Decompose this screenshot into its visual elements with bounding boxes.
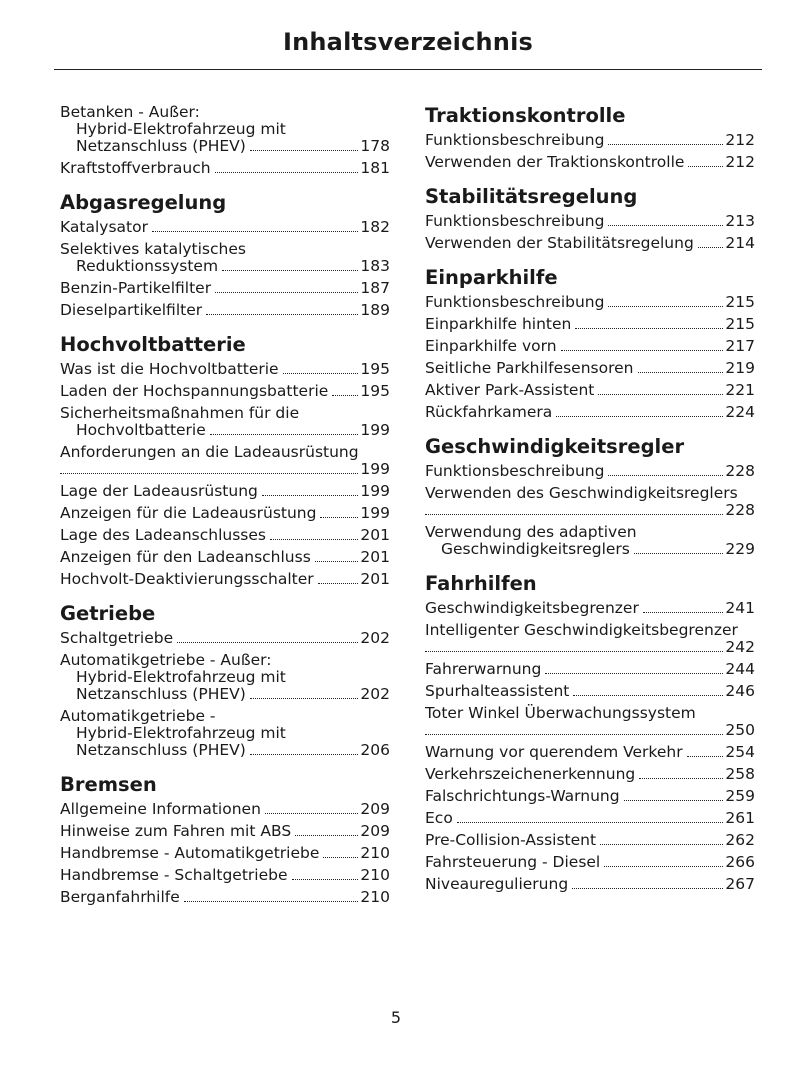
toc-entry[interactable] — [425, 132, 755, 149]
entry-page-number: 262 — [725, 831, 755, 849]
entry-page-number: 206 — [360, 741, 390, 759]
entry-line — [60, 461, 390, 478]
entry-page-number: 183 — [360, 257, 390, 275]
entry-line — [425, 404, 755, 421]
toc-entry[interactable] — [60, 444, 390, 478]
entry-text: Funktionsbeschreibung — [425, 462, 605, 480]
section-heading: Stabilitätsregelung — [425, 185, 638, 208]
entry-line — [60, 889, 390, 906]
entry-line — [60, 280, 390, 297]
entry-text: Schaltgetriebe — [60, 629, 174, 647]
entry-text: Warnung vor querendem Verkehr — [425, 743, 683, 761]
entry-text: Berganfahrhilfe — [60, 888, 180, 906]
dot-leader — [295, 835, 358, 836]
section-heading: Geschwindigkeitsregler — [425, 435, 685, 458]
dot-leader — [608, 475, 723, 476]
toc-entry[interactable] — [425, 810, 755, 827]
dot-leader — [608, 144, 723, 145]
dot-leader — [545, 673, 723, 674]
entry-page-number: 199 — [360, 460, 390, 478]
dot-leader — [315, 561, 359, 562]
entry-text: Netzanschluss (PHEV) — [76, 741, 246, 759]
entry-text: Spurhalteassistent — [425, 682, 570, 700]
toc-entry[interactable] — [425, 854, 755, 871]
entry-text: Funktionsbeschreibung — [425, 212, 605, 230]
entry-page-number: 182 — [360, 218, 390, 236]
dot-leader — [184, 901, 359, 902]
toc-entry[interactable] — [425, 235, 755, 252]
entry-text-line: Automatikgetriebe - — [60, 707, 216, 725]
dot-leader — [425, 651, 723, 652]
entry-page-number: 258 — [725, 765, 755, 783]
entry-page-number: 254 — [725, 743, 755, 761]
entry-text-line: Betanken - Außer: — [60, 103, 200, 121]
entry-page-number: 214 — [725, 234, 755, 252]
toc-entry[interactable] — [60, 160, 390, 177]
toc-section — [60, 602, 390, 759]
entry-page-number: 229 — [725, 540, 755, 558]
dot-leader — [292, 879, 359, 880]
entry-line — [60, 823, 390, 840]
toc-entry[interactable] — [425, 832, 755, 849]
entry-line — [425, 541, 755, 558]
entry-page-number: 201 — [360, 526, 390, 544]
entry-line — [425, 154, 755, 171]
dot-leader — [265, 813, 359, 814]
dot-leader — [323, 857, 358, 858]
entry-line — [425, 213, 755, 230]
dot-leader — [604, 866, 723, 867]
dot-leader — [332, 395, 358, 396]
dot-leader — [215, 172, 359, 173]
entry-line — [425, 316, 755, 333]
entry-page-number: 209 — [360, 800, 390, 818]
dot-leader — [250, 754, 359, 755]
entry-page-number: 246 — [725, 682, 755, 700]
dot-leader — [556, 416, 723, 417]
entry-text-line: Intelligenter Geschwindigkeitsbegrenzer — [425, 621, 738, 639]
entry-line — [60, 801, 390, 818]
toc-entry[interactable] — [425, 744, 755, 761]
toc-entry[interactable] — [425, 338, 755, 355]
entry-line — [425, 661, 755, 678]
dot-leader — [210, 434, 359, 435]
entry-line — [425, 502, 755, 519]
entry-line — [425, 132, 755, 149]
toc-entry[interactable] — [425, 661, 755, 678]
entry-page-number: 228 — [725, 501, 755, 519]
entry-text: Hinweise zum Fahren mit ABS — [60, 822, 292, 840]
entry-page-number: 244 — [725, 660, 755, 678]
entry-text: Netzanschluss (PHEV) — [76, 685, 246, 703]
entry-line — [425, 810, 755, 827]
entry-text: Anzeigen für die Ladeausrüstung — [60, 504, 317, 522]
entry-page-number: 212 — [725, 131, 755, 149]
entry-line — [425, 854, 755, 871]
entry-text-line: Hybrid-Elektrofahrzeug mit — [76, 724, 286, 742]
dot-leader — [262, 495, 359, 496]
dot-leader — [60, 473, 358, 474]
entry-page-number: 224 — [725, 403, 755, 421]
toc-entry[interactable] — [60, 630, 390, 647]
toc-section — [425, 266, 755, 421]
entry-page-number: 210 — [360, 888, 390, 906]
dot-leader — [425, 514, 723, 515]
entry-text: Einparkhilfe vorn — [425, 337, 557, 355]
toc-section — [425, 572, 755, 893]
entry-text: Fahrerwarnung — [425, 660, 542, 678]
entry-text: Lage des Ladeanschlusses — [60, 526, 266, 544]
toc-section — [60, 191, 390, 319]
entry-line — [60, 549, 390, 566]
entry-text: Handbremse - Schaltgetriebe — [60, 866, 288, 884]
dot-leader — [698, 247, 724, 248]
dot-leader — [688, 166, 723, 167]
entry-line — [60, 483, 390, 500]
dot-leader — [270, 539, 358, 540]
entry-page-number: 199 — [360, 504, 390, 522]
toc-entry[interactable] — [425, 213, 755, 230]
toc-entry[interactable] — [60, 527, 390, 544]
entry-line — [425, 722, 755, 739]
toc-entry[interactable] — [425, 622, 755, 656]
entry-line — [425, 788, 755, 805]
toc-entry[interactable] — [425, 766, 755, 783]
dot-leader — [608, 225, 723, 226]
dot-leader — [283, 373, 359, 374]
title-divider — [54, 69, 762, 70]
entry-page-number: 241 — [725, 599, 755, 617]
toc-entry[interactable] — [425, 600, 755, 617]
dot-leader — [600, 844, 723, 845]
entry-page-number: 187 — [360, 279, 390, 297]
entry-page-number: 261 — [725, 809, 755, 827]
toc-entry[interactable] — [60, 241, 390, 275]
dot-leader — [573, 695, 723, 696]
toc-entry[interactable] — [425, 463, 755, 480]
entry-page-number: 201 — [360, 548, 390, 566]
dot-leader — [250, 698, 359, 699]
entry-page-number: 189 — [360, 301, 390, 319]
toc-entry[interactable] — [425, 294, 755, 311]
dot-leader — [177, 642, 358, 643]
toc-entry[interactable] — [425, 485, 755, 519]
entry-page-number: 217 — [725, 337, 755, 355]
toc-section — [425, 435, 755, 558]
entry-text: Hochvolt-Deaktivierungsschalter — [60, 570, 314, 588]
toc-entry[interactable] — [425, 705, 755, 739]
entry-text-line: Selektives katalytisches — [60, 240, 246, 258]
entry-page-number: 181 — [360, 159, 390, 177]
entry-text-line: Verwenden des Geschwindigkeitsreglers — [425, 484, 738, 502]
section-heading: Abgasregelung — [60, 191, 227, 214]
dot-leader — [624, 800, 724, 801]
toc-entry[interactable] — [60, 652, 390, 703]
entry-text: Handbremse - Automatikgetriebe — [60, 844, 320, 862]
entry-text: Seitliche Parkhilfesensoren — [425, 359, 634, 377]
dot-leader — [250, 150, 359, 151]
entry-text: Was ist die Hochvoltbatterie — [60, 360, 279, 378]
toc-entry[interactable] — [60, 219, 390, 236]
entry-page-number: 213 — [725, 212, 755, 230]
entry-text: Dieselpartikelfilter — [60, 301, 203, 319]
entry-page-number: 210 — [360, 866, 390, 884]
entry-line — [60, 845, 390, 862]
entry-page-number: 215 — [725, 315, 755, 333]
dot-leader — [572, 888, 723, 889]
entry-text: Laden der Hochspannungsbatterie — [60, 382, 329, 400]
dot-leader — [687, 756, 724, 757]
entry-text: Hochvoltbatterie — [76, 421, 206, 439]
entry-line — [425, 832, 755, 849]
entry-page-number: 199 — [360, 482, 390, 500]
entry-line — [60, 505, 390, 522]
entry-line — [60, 160, 390, 177]
entry-text-line: Verwendung des adaptiven — [425, 523, 637, 541]
dot-leader — [222, 270, 358, 271]
toc-entry[interactable] — [60, 549, 390, 566]
entry-page-number: 210 — [360, 844, 390, 862]
entry-page-number: 267 — [725, 875, 755, 893]
entry-text: Verkehrszeichenerkennung — [425, 765, 636, 783]
entry-text-line: Toter Winkel Überwachungssystem — [425, 704, 696, 722]
entry-page-number: 212 — [725, 153, 755, 171]
toc-section — [60, 773, 390, 906]
entry-page-number: 201 — [360, 570, 390, 588]
entry-text: Pre-Collision-Assistent — [425, 831, 597, 849]
toc-entry[interactable] — [425, 154, 755, 171]
entry-line — [425, 463, 755, 480]
toc-section — [425, 185, 755, 252]
entry-page-number: 259 — [725, 787, 755, 805]
dot-leader — [643, 612, 724, 613]
toc-section — [425, 104, 755, 171]
entry-text: Funktionsbeschreibung — [425, 131, 605, 149]
entry-line — [425, 683, 755, 700]
section-heading: Einparkhilfe — [425, 266, 558, 289]
entry-line — [60, 258, 390, 275]
entry-line — [60, 219, 390, 236]
entry-line — [60, 138, 390, 155]
entry-text: Einparkhilfe hinten — [425, 315, 572, 333]
toc-entry[interactable] — [60, 708, 390, 759]
entry-line — [60, 302, 390, 319]
entry-text: Geschwindigkeitsreglers — [441, 540, 630, 558]
entry-line — [425, 744, 755, 761]
toc-entry[interactable] — [425, 876, 755, 893]
dot-leader — [608, 306, 723, 307]
entry-text-line: Automatikgetriebe - Außer: — [60, 651, 272, 669]
dot-leader — [639, 778, 723, 779]
toc-section — [60, 104, 390, 177]
entry-line — [60, 571, 390, 588]
entry-line — [60, 686, 390, 703]
entry-line — [425, 360, 755, 377]
entry-line — [425, 382, 755, 399]
toc-entry[interactable] — [60, 823, 390, 840]
entry-text: Allgemeine Informationen — [60, 800, 261, 818]
entry-page-number: 209 — [360, 822, 390, 840]
entry-page-number: 199 — [360, 421, 390, 439]
dot-leader — [638, 372, 724, 373]
toc-entry[interactable] — [60, 571, 390, 588]
entry-text: Rückfahrkamera — [425, 403, 553, 421]
entry-page-number: 266 — [725, 853, 755, 871]
toc-entry[interactable] — [60, 280, 390, 297]
dot-leader — [152, 231, 358, 232]
entry-page-number: 221 — [725, 381, 755, 399]
entry-text-line: Hybrid-Elektrofahrzeug mit — [76, 120, 286, 138]
toc-column-left — [60, 104, 390, 911]
dot-leader — [457, 822, 724, 823]
entry-page-number: 228 — [725, 462, 755, 480]
entry-line — [425, 876, 755, 893]
entry-text: Aktiver Park-Assistent — [425, 381, 595, 399]
toc-entry[interactable] — [60, 845, 390, 862]
entry-text-line: Hybrid-Elektrofahrzeug mit — [76, 668, 286, 686]
entry-line — [60, 527, 390, 544]
dot-leader — [561, 350, 724, 351]
entry-text: Anzeigen für den Ladeanschluss — [60, 548, 311, 566]
entry-line — [425, 639, 755, 656]
entry-text: Benzin-Partikelfilter — [60, 279, 212, 297]
entry-line — [60, 867, 390, 884]
section-heading: Hochvoltbatterie — [60, 333, 246, 356]
toc-entry[interactable] — [60, 483, 390, 500]
entry-line — [425, 338, 755, 355]
toc-entry[interactable] — [425, 524, 755, 558]
toc-entry[interactable] — [425, 683, 755, 700]
dot-leader — [318, 583, 359, 584]
entry-line — [60, 361, 390, 378]
entry-line — [425, 294, 755, 311]
entry-text: Katalysator — [60, 218, 148, 236]
toc-entry[interactable] — [425, 360, 755, 377]
entry-page-number: 178 — [360, 137, 390, 155]
dot-leader — [206, 314, 358, 315]
entry-line — [60, 742, 390, 759]
toc-entry[interactable] — [60, 889, 390, 906]
entry-line — [60, 630, 390, 647]
entry-text: Funktionsbeschreibung — [425, 293, 605, 311]
entry-line — [425, 600, 755, 617]
section-heading: Traktionskontrolle — [425, 104, 626, 127]
entry-line — [425, 235, 755, 252]
dot-leader — [320, 517, 358, 518]
page-title: Inhaltsverzeichnis — [282, 28, 534, 56]
entry-page-number: 250 — [725, 721, 755, 739]
entry-text: Falschrichtungs-Warnung — [425, 787, 620, 805]
toc-section — [60, 333, 390, 588]
entry-text: Geschwindigkeitsbegrenzer — [425, 599, 639, 617]
entry-text: Eco — [425, 809, 453, 827]
entry-text-line: Anforderungen an die Ladeausrüstung — [60, 443, 359, 461]
toc-entry[interactable] — [425, 788, 755, 805]
toc-entry[interactable] — [60, 867, 390, 884]
entry-page-number: 215 — [725, 293, 755, 311]
toc-entry[interactable] — [60, 104, 390, 155]
entry-text: Fahrsteuerung - Diesel — [425, 853, 601, 871]
entry-text: Reduktionssystem — [76, 257, 219, 275]
entry-page-number: 202 — [360, 685, 390, 703]
dot-leader — [598, 394, 723, 395]
toc-entry[interactable] — [425, 316, 755, 333]
toc-entry[interactable] — [425, 382, 755, 399]
toc-entry[interactable] — [425, 404, 755, 421]
entry-text: Niveauregulierung — [425, 875, 569, 893]
section-heading: Fahrhilfen — [425, 572, 537, 595]
toc-entry[interactable] — [60, 801, 390, 818]
toc-entry[interactable] — [60, 302, 390, 319]
entry-line — [60, 383, 390, 400]
dot-leader — [634, 553, 724, 554]
toc-entry[interactable] — [60, 361, 390, 378]
entry-text: Verwenden der Stabilitätsregelung — [425, 234, 694, 252]
dot-leader — [575, 328, 723, 329]
entry-text: Netzanschluss (PHEV) — [76, 137, 246, 155]
toc-entry[interactable] — [60, 383, 390, 400]
entry-line — [425, 766, 755, 783]
entry-page-number: 195 — [360, 360, 390, 378]
entry-page-number: 219 — [725, 359, 755, 377]
page-number: 5 — [390, 1008, 402, 1027]
entry-page-number: 202 — [360, 629, 390, 647]
section-heading: Getriebe — [60, 602, 156, 625]
dot-leader — [215, 292, 358, 293]
toc-column-right — [425, 104, 755, 898]
entry-page-number: 195 — [360, 382, 390, 400]
dot-leader — [425, 734, 723, 735]
entry-text: Lage der Ladeausrüstung — [60, 482, 258, 500]
entry-page-number: 242 — [725, 638, 755, 656]
entry-text: Kraftstoffverbrauch — [60, 159, 211, 177]
section-heading: Bremsen — [60, 773, 157, 796]
entry-text-line: Sicherheitsmaßnahmen für die — [60, 404, 300, 422]
toc-entry[interactable] — [60, 405, 390, 439]
toc-entry[interactable] — [60, 505, 390, 522]
entry-text: Verwenden der Traktionskontrolle — [425, 153, 685, 171]
entry-line — [60, 422, 390, 439]
